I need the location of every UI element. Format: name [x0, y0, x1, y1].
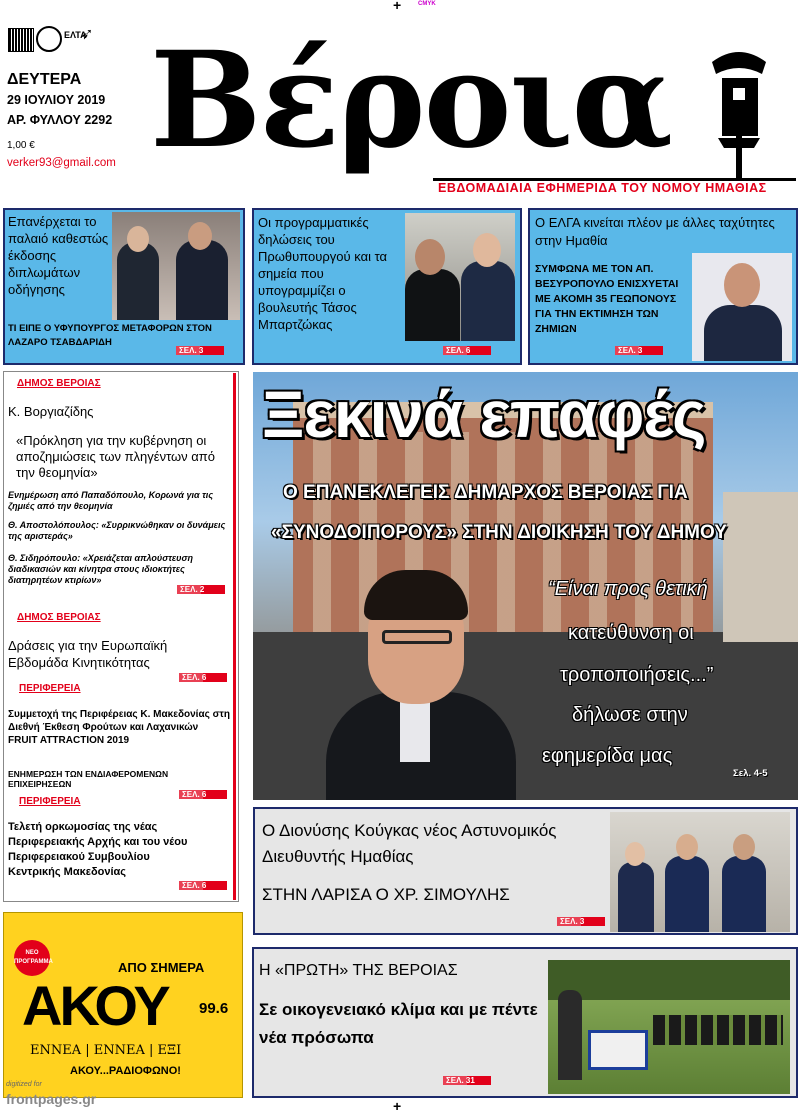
- main-headline[interactable]: Ξεκινά επαφές: [262, 377, 706, 451]
- issue-date: 29 ΙΟΥΛΙΟΥ 2019: [7, 93, 106, 107]
- page-ref: ΣΕΛ. 2: [177, 585, 225, 594]
- article-quote[interactable]: «Πρόκληση για την κυβέρνηση οι αποζημιώσεις των πληγέντων από την θεομηνία»: [16, 433, 216, 480]
- story-sub: Σε οικογενειακό κλίμα και με πέντε νέα πρόσωπα: [259, 1000, 538, 1047]
- page-ref: ΣΕΛ. 3: [176, 346, 224, 355]
- page-ref: ΣΕΛ. 3: [557, 917, 605, 926]
- article-headline[interactable]: Τελετή ορκωμοσίας της νέας Περιφερειακής Αρχής και του νέου Περιφερειακού Συμβουλίου Κεντρικής Μακεδονίας: [8, 821, 188, 878]
- registration-mark-bottom: +: [393, 1098, 402, 1114]
- section-label: ΠΕΡΙΦΕΡΕΙΑ: [19, 796, 81, 807]
- main-subheadline-1: Ο ΕΠΑΝΕΚΛΕΓΕΙΣ ΔΗΜΑΡΧΟΣ ΒΕΡΟΙΑΣ ΓΙΑ: [283, 482, 688, 503]
- bird-icon: ➶: [80, 26, 94, 43]
- story-headline: Επανέρχεται το παλαιό καθεστώς έκδοσης διπλωμάτων οδήγησης: [8, 214, 109, 297]
- main-quote-1: “Είναι προς θετική: [548, 578, 708, 600]
- story-headline: Οι προγραμματικές δηλώσεις του Πρωθυπουργού και τα σημεία που υπογραμμίζει ο βουλευτής Τάσος Μπαρτζώκας: [258, 215, 388, 332]
- article-item: Θ. Αποστολόπουλος: «Συρρικνώθηκαν οι δυνάμεις της αριστεράς»: [8, 520, 226, 541]
- page-ref: ΣΕΛ. 6: [443, 346, 491, 355]
- photo-police-officers: [610, 812, 790, 932]
- article-sub: ΕΝΗΜΕΡΩΣΗ ΤΩΝ ΕΝΔΙΑΦΕΡΟΜΕΝΩΝ ΕΠΙΧΕΙΡΗΣΕΩΝ: [8, 769, 169, 789]
- issue-number: ΑΡ. ΦΥΛΛΟΥ 2292: [7, 113, 113, 127]
- photo-football-team: [548, 960, 790, 1094]
- page-ref: ΣΕΛ. 6: [179, 881, 227, 890]
- article-headline[interactable]: Συμμετοχή της Περιφέρειας Κ. Μακεδονίας στη Διεθνή Έκθεση Φρούτων και Λαχανικών FRUIT ATTRACTION 2019: [8, 709, 230, 746]
- contact-email: verker93@gmail.com: [7, 157, 116, 169]
- page-ref: ΣΕΛ. 3: [615, 346, 663, 355]
- article-item: Θ. Σιδηρόπουλο: «Χρειάζεται απλούστευση διαδικασιών και κίνητρα στους ιδιοκτήτες διατηρητέων κτιρίων»: [8, 553, 193, 585]
- story-headline: Ο ΕΛΓΑ κινείται πλέον με άλλες ταχύτητες στην Ημαθία: [535, 215, 775, 248]
- article-headline[interactable]: Δράσεις για την Ευρωπαϊκή Εβδομάδα Κινητικότητας: [8, 638, 168, 670]
- photo-minister: [692, 253, 792, 361]
- elta-logo: [36, 26, 62, 52]
- issue-day: ΔΕΥΤΕΡΑ: [7, 71, 82, 88]
- cmyk-mark: CMYK: [418, 1, 436, 7]
- main-subheadline-2: «ΣΥΝΟΔΟΙΠΟΡΟΥΣ» ΣΤΗΝ ΔΙΟΙΚΗΣΗ ΤΟΥ ΔΗΜΟΥ: [271, 522, 727, 543]
- barcode: [8, 28, 34, 52]
- masthead-tagline: ΕΒΔΟΜΑΔΙΑΙΑ ΕΦΗΜΕΡΙΔΑ ΤΟΥ ΝΟΜΟΥ ΗΜΑΘΙΑΣ: [438, 181, 767, 195]
- logo-tree-icon: [706, 48, 772, 183]
- photo-meeting: [112, 212, 240, 320]
- photo-politicians: [405, 213, 515, 341]
- story-sub: ΣΤΗΝ ΛΑΡΙΣΑ Ο ΧΡ. ΣΙΜΟΥΛΗΣ: [262, 885, 510, 904]
- ad-slogan: ΑΚΟΥ...ΡΑΔΙΟΦΩΝΟ!: [70, 1065, 181, 1077]
- section-label: ΔΗΜΟΣ ΒΕΡΟΙΑΣ: [17, 378, 101, 389]
- story-headline: Ο Διονύσης Κούγκας νέος Αστυνομικός Διευθυντής Ημαθίας: [262, 821, 557, 866]
- article-item: Ενημέρωση από Παπαδόπουλο, Κορωνά για τις ζημιές από την θεομηνία: [8, 490, 214, 511]
- elta-label: ΕΛΤΑ: [64, 30, 87, 40]
- ad-brand: ΑΚΟΥ: [22, 974, 168, 1037]
- main-page-ref: Σελ. 4-5: [733, 768, 768, 779]
- section-label: ΠΕΡΙΦΕΡΕΙΑ: [19, 683, 81, 694]
- ad-from-today: ΑΠΟ ΣΗΜΕΡΑ: [118, 960, 205, 975]
- page-ref: ΣΕΛ. 6: [179, 790, 227, 799]
- story-sub: ΣΥΜΦΩΝΑ ΜΕ ΤΟΝ ΑΠ. ΒΕΣΥΡΟΠΟΥΛΟ ΕΝΙΣΧΥΕΤΑΙ ΜΕ ΑΚΟΜΗ 35 ΓΕΩΠΟΝΟΥΣ ΓΙΑ ΤΗΝ ΕΚΤΙΜΗΣΗ ΤΩΝ ΖΗΜΙΩΝ: [535, 263, 679, 335]
- main-quote-2: κατεύθυνση οι: [568, 622, 694, 644]
- page-ref: ΣΕΛ. 31: [443, 1076, 491, 1085]
- section-label: ΔΗΜΟΣ ΒΕΡΟΙΑΣ: [17, 612, 101, 623]
- newspaper-logo: Βέροια: [150, 23, 672, 178]
- registration-mark: +: [393, 0, 402, 13]
- story-headline: Η «ΠΡΩΤΗ» ΤΗΣ ΒΕΡΟΙΑΣ: [259, 962, 458, 979]
- main-quote-5: εφημερίδα μας: [542, 745, 673, 767]
- ad-frequency: 99.6: [199, 1000, 229, 1017]
- ad-badge: ΝΕΟ ΠΡΟΓΡΑΜΜΑ: [14, 940, 50, 976]
- left-column-redline: [233, 373, 236, 900]
- digitized-label: digitized for: [6, 1081, 42, 1088]
- main-quote-4: δήλωσε στην: [572, 704, 688, 726]
- article-name: Κ. Βοργιαζίδης: [8, 404, 94, 419]
- ad-digits: ΕΝΝΕΑ | ΕΝΝΕΑ | ΕΞΙ: [30, 1043, 182, 1058]
- page-ref: ΣΕΛ. 6: [179, 673, 227, 682]
- site-watermark[interactable]: frontpages.gr: [6, 1091, 97, 1107]
- story-sub: ΤΙ ΕΙΠΕ Ο ΥΦΥΠΟΥΡΓΟΣ ΜΕΤΑΦΟΡΩΝ ΣΤΟΝ ΛΑΖΑΡΟ ΤΣΑΒΔΑΡΙΔΗ: [8, 323, 212, 348]
- main-quote-3: τροποποιήσεις...”: [560, 664, 714, 686]
- issue-price: 1,00 €: [7, 140, 35, 151]
- photo-mayor: [316, 552, 518, 800]
